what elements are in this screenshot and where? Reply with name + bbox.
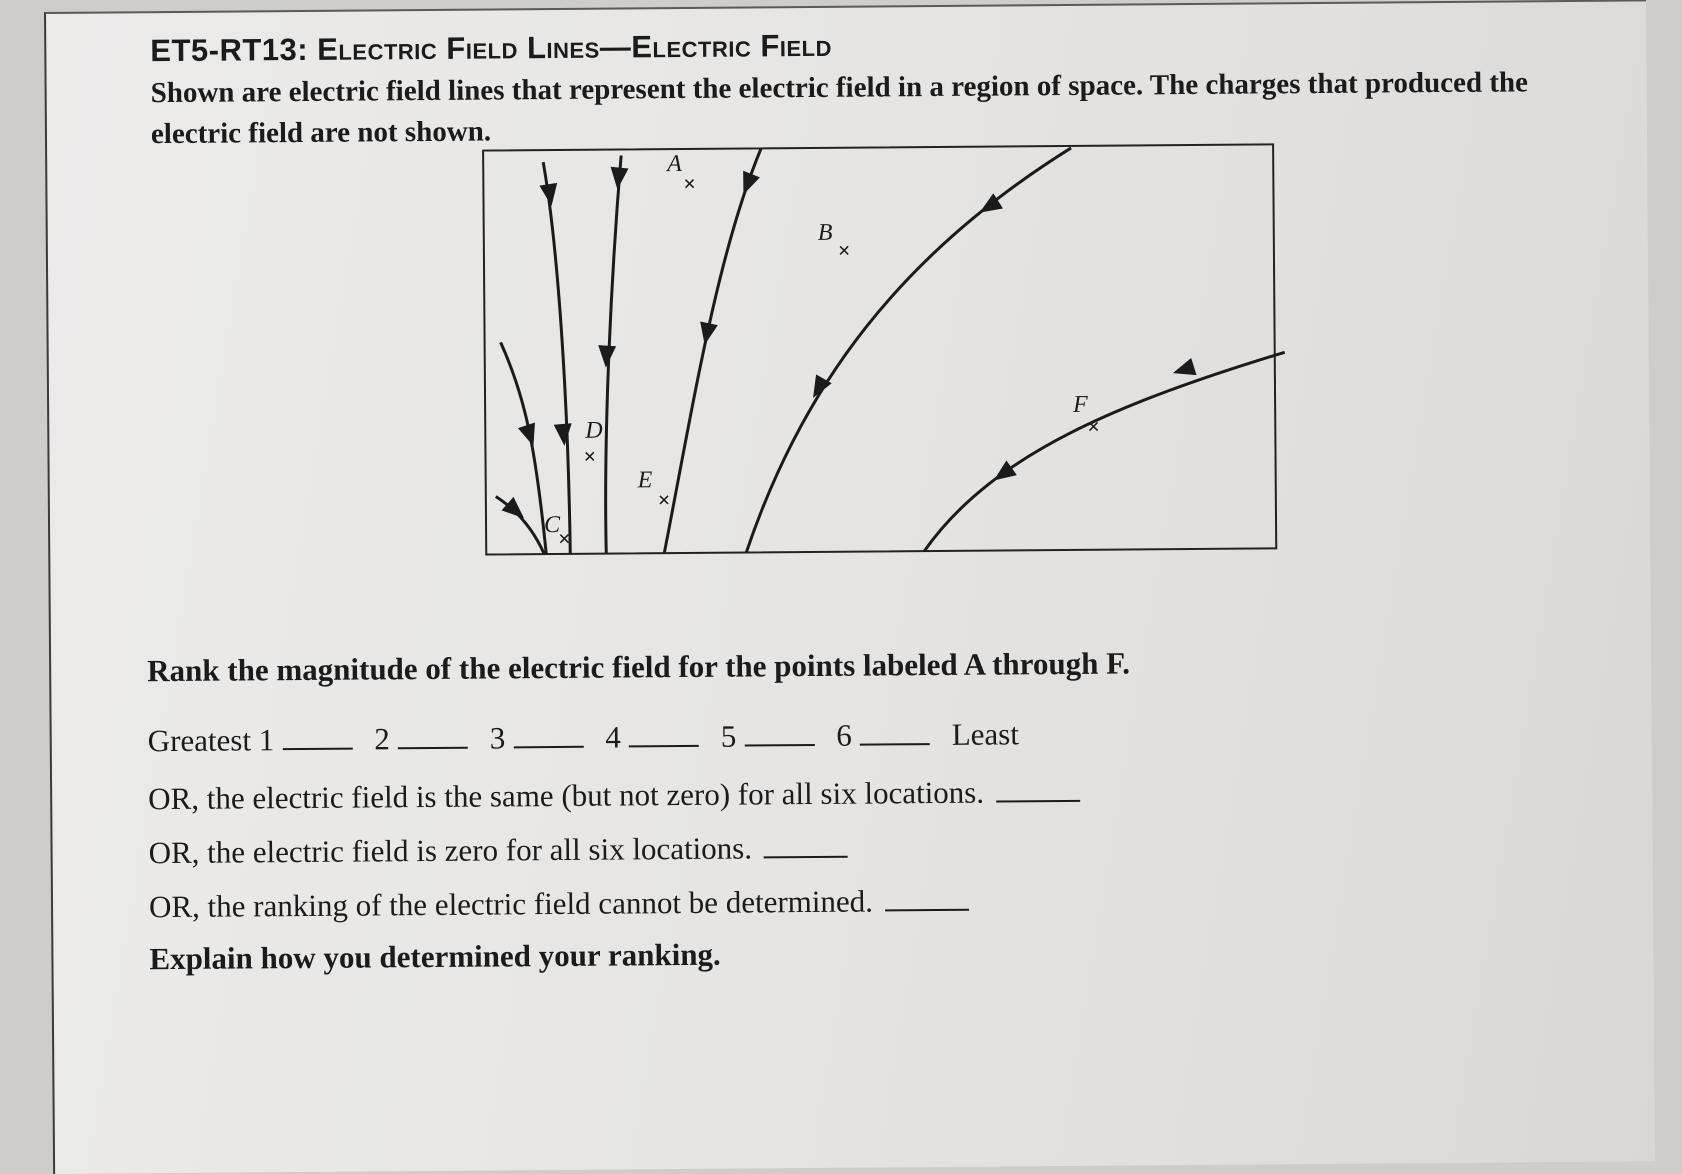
point-a-mark: × [683, 170, 697, 196]
point-e-label: E [637, 467, 653, 494]
option-zero [148, 830, 854, 872]
worksheet-page [44, 0, 1655, 1174]
intro-paragraph: Shown are electric field lines that represent the electric field in a region of space. The charges that produced the electric field are not shown. [150, 66, 1529, 151]
rank-blank-3[interactable] [513, 724, 583, 749]
field-line-2 [496, 496, 544, 554]
point-f-mark: × [1087, 413, 1100, 439]
page-title: ET5-RT13: Electric Field Lines—Electric Field [150, 27, 833, 69]
point-a-label: A [667, 150, 682, 178]
arrowhead-1 [518, 422, 542, 449]
rank-4-label: 4 [605, 719, 621, 755]
option-undetermined [149, 883, 975, 925]
point-c-mark: × [558, 525, 571, 551]
arrowhead-4 [554, 423, 574, 446]
field-line-3 [543, 162, 570, 554]
rank-greatest-label: Greatest 1 [147, 722, 275, 759]
field-lines-figure [471, 140, 1335, 597]
arrowhead-11 [1170, 358, 1196, 382]
point-b-mark: × [837, 237, 851, 263]
field-line-5 [661, 148, 764, 553]
arrowhead-7 [735, 171, 760, 198]
rank-6-label: 6 [836, 717, 852, 753]
option-same [148, 774, 1086, 817]
point-c-label: C [543, 511, 561, 539]
point-f-label: F [1073, 391, 1088, 418]
rank-blank-1[interactable] [282, 726, 352, 751]
rank-blank-2[interactable] [398, 725, 468, 750]
option-zero-blank[interactable] [764, 834, 848, 859]
rank-blank-6[interactable] [860, 721, 930, 746]
option-undetermined-text: OR, the ranking of the electric field cannot be determined. [148, 883, 874, 925]
point-b-label: B [817, 219, 833, 246]
point-d-mark: × [583, 443, 597, 469]
rank-least-label: Least [951, 716, 1020, 752]
explain-prompt: Explain how you determined your ranking. [149, 936, 721, 977]
option-same-blank[interactable] [996, 778, 1080, 803]
option-zero-text: OR, the electric field is zero for all six locations. [148, 830, 753, 871]
arrowhead-5 [608, 167, 628, 191]
rank-5-label: 5 [720, 718, 737, 754]
arrowhead-6 [597, 345, 616, 368]
ranking-question: Rank the magnitude of the electric field for the points labeled A through F. [147, 645, 1131, 689]
point-e-mark: × [657, 487, 671, 513]
ranking-row [148, 716, 1019, 759]
field-line-6 [743, 148, 1074, 553]
arrowhead-12 [988, 460, 1016, 487]
option-undetermined-blank[interactable] [885, 887, 969, 912]
arrowhead-2 [502, 497, 530, 525]
rank-3-label: 3 [489, 720, 506, 756]
rank-blank-4[interactable] [629, 723, 699, 748]
rank-blank-5[interactable] [744, 722, 814, 747]
field-line-7 [923, 352, 1287, 551]
field-lines-diagram [471, 140, 1335, 597]
option-same-text: OR, the electric field is the same (but not zero) for all six locations. [148, 774, 985, 817]
point-d-label: D [585, 417, 603, 444]
rank-2-label: 2 [374, 721, 390, 757]
